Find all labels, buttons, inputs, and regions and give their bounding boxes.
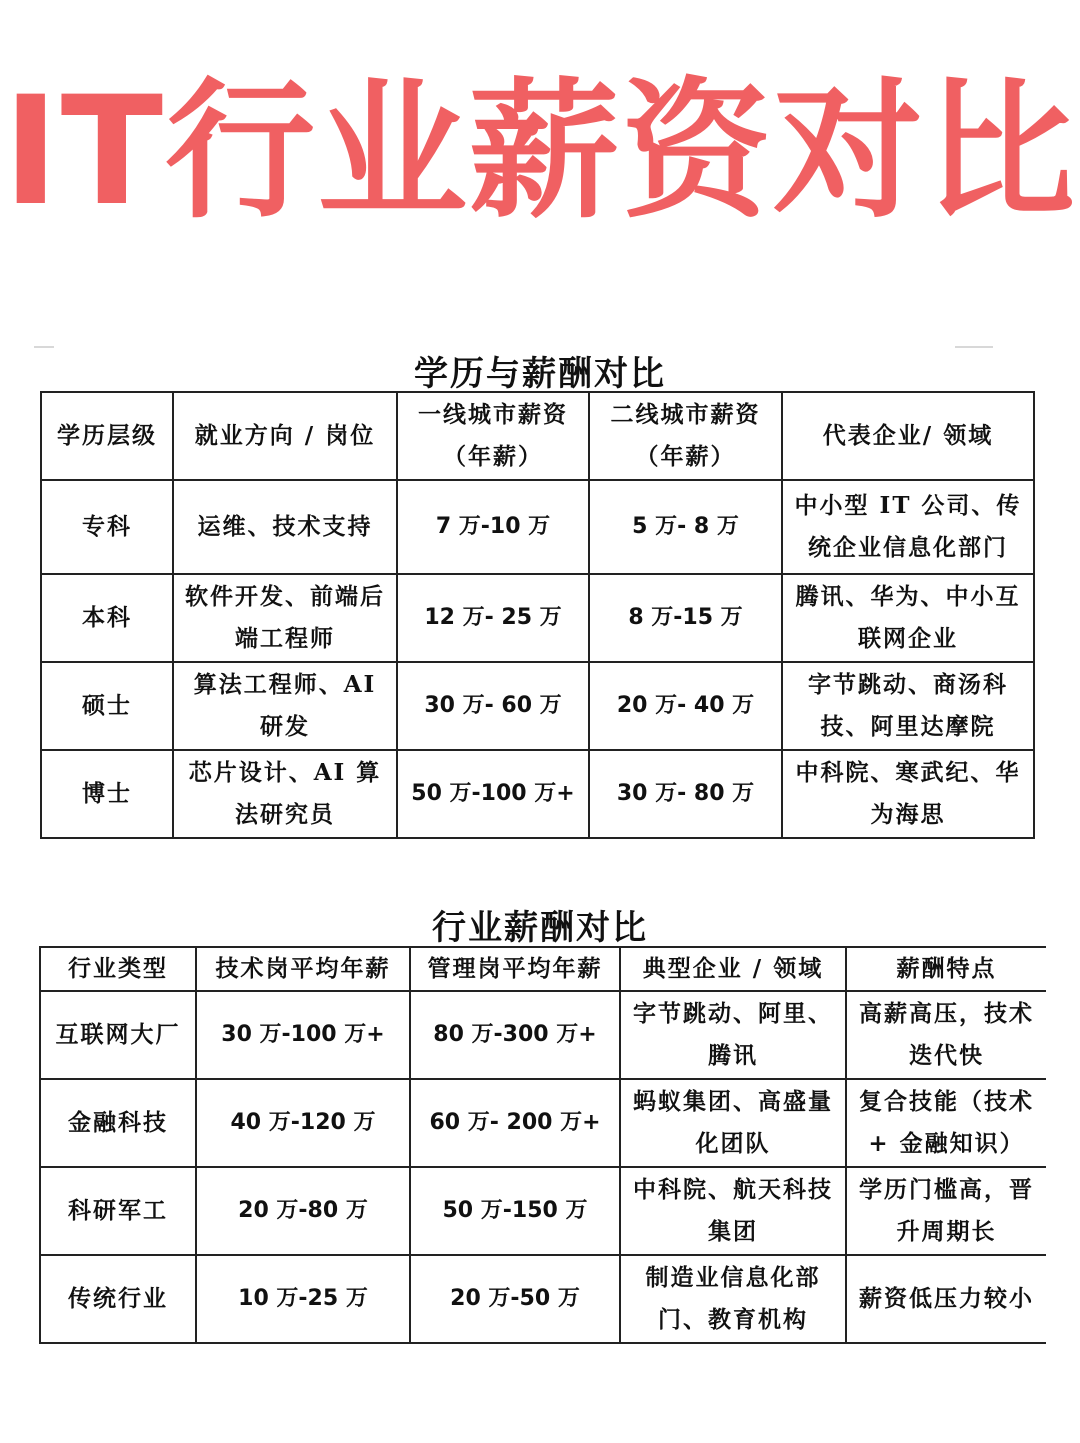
table-cell: 50 万-100 万+ [397, 750, 589, 838]
page-title: IT行业薪资对比 [2, 65, 1078, 239]
header-cell: 代表企业/ 领域 [782, 392, 1034, 480]
table-row [41, 574, 1034, 662]
table-cell: 中科院、航天科技集团 [620, 1167, 846, 1255]
industry-salary-table [39, 946, 1046, 1344]
table-cell: 高薪高压，技术迭代快 [846, 991, 1046, 1079]
table-cell: 传统行业 [40, 1255, 196, 1343]
table-row [40, 1079, 1046, 1167]
table-cell: 硕士 [41, 662, 173, 750]
education-table-title: 学历与薪酬对比 [414, 354, 666, 394]
table-cell: 12 万- 25 万 [397, 574, 589, 662]
education-salary-table [40, 391, 1035, 839]
table-header-row [40, 947, 1046, 991]
table-cell: 5 万- 8 万 [589, 480, 782, 574]
table-cell: 80 万-300 万+ [410, 991, 620, 1079]
table-cell: 腾讯、华为、中小互联网企业 [782, 574, 1034, 662]
table-cell: 中小型 IT 公司、传统企业信息化部门 [782, 480, 1034, 574]
table-cell: 20 万- 40 万 [589, 662, 782, 750]
header-cell: 管理岗平均年薪 [410, 947, 620, 991]
table-cell: 芯片设计、AI 算法研究员 [173, 750, 397, 838]
table-cell: 互联网大厂 [40, 991, 196, 1079]
table-cell: 20 万-80 万 [196, 1167, 410, 1255]
table-row [40, 1167, 1046, 1255]
header-cell: 二线城市薪资（年薪） [589, 392, 782, 480]
table-row [41, 480, 1034, 574]
table-cell: 60 万- 200 万+ [410, 1079, 620, 1167]
table-cell: 蚂蚁集团、高盛量化团队 [620, 1079, 846, 1167]
table-cell: 30 万- 80 万 [589, 750, 782, 838]
table-cell: 50 万-150 万 [410, 1167, 620, 1255]
header-cell: 薪酬特点 [846, 947, 1046, 991]
table-row [40, 991, 1046, 1079]
table-cell: 复合技能（技术 + 金融知识） [846, 1079, 1046, 1167]
table-cell: 专科 [41, 480, 173, 574]
header-cell: 就业方向 / 岗位 [173, 392, 397, 480]
table-row [40, 1255, 1046, 1343]
table-cell: 中科院、寒武纪、华为海思 [782, 750, 1034, 838]
header-cell: 技术岗平均年薪 [196, 947, 410, 991]
table-cell: 算法工程师、AI 研发 [173, 662, 397, 750]
table-cell: 科研军工 [40, 1167, 196, 1255]
table-cell: 薪资低压力较小 [846, 1255, 1046, 1343]
table-cell: 30 万- 60 万 [397, 662, 589, 750]
table-cell: 本科 [41, 574, 173, 662]
table-cell: 字节跳动、商汤科技、阿里达摩院 [782, 662, 1034, 750]
table-cell: 学历门槛高，晋升周期长 [846, 1167, 1046, 1255]
table-cell: 7 万-10 万 [397, 480, 589, 574]
table-row [41, 750, 1034, 838]
table-cell: 8 万-15 万 [589, 574, 782, 662]
header-cell: 典型企业 / 领域 [620, 947, 846, 991]
table-cell: 字节跳动、阿里、腾讯 [620, 991, 846, 1079]
table-row [41, 662, 1034, 750]
header-cell: 一线城市薪资（年薪） [397, 392, 589, 480]
header-cell: 学历层级 [41, 392, 173, 480]
table-header-row [41, 392, 1034, 480]
table-cell: 10 万-25 万 [196, 1255, 410, 1343]
table-cell: 博士 [41, 750, 173, 838]
table-cell: 制造业信息化部门、教育机构 [620, 1255, 846, 1343]
header-cell: 行业类型 [40, 947, 196, 991]
table-cell: 30 万-100 万+ [196, 991, 410, 1079]
table-cell: 软件开发、前端后端工程师 [173, 574, 397, 662]
table-cell: 20 万-50 万 [410, 1255, 620, 1343]
table-cell: 金融科技 [40, 1079, 196, 1167]
table-cell: 40 万-120 万 [196, 1079, 410, 1167]
table-cell: 运维、技术支持 [173, 480, 397, 574]
industry-table-title: 行业薪酬对比 [432, 908, 648, 948]
